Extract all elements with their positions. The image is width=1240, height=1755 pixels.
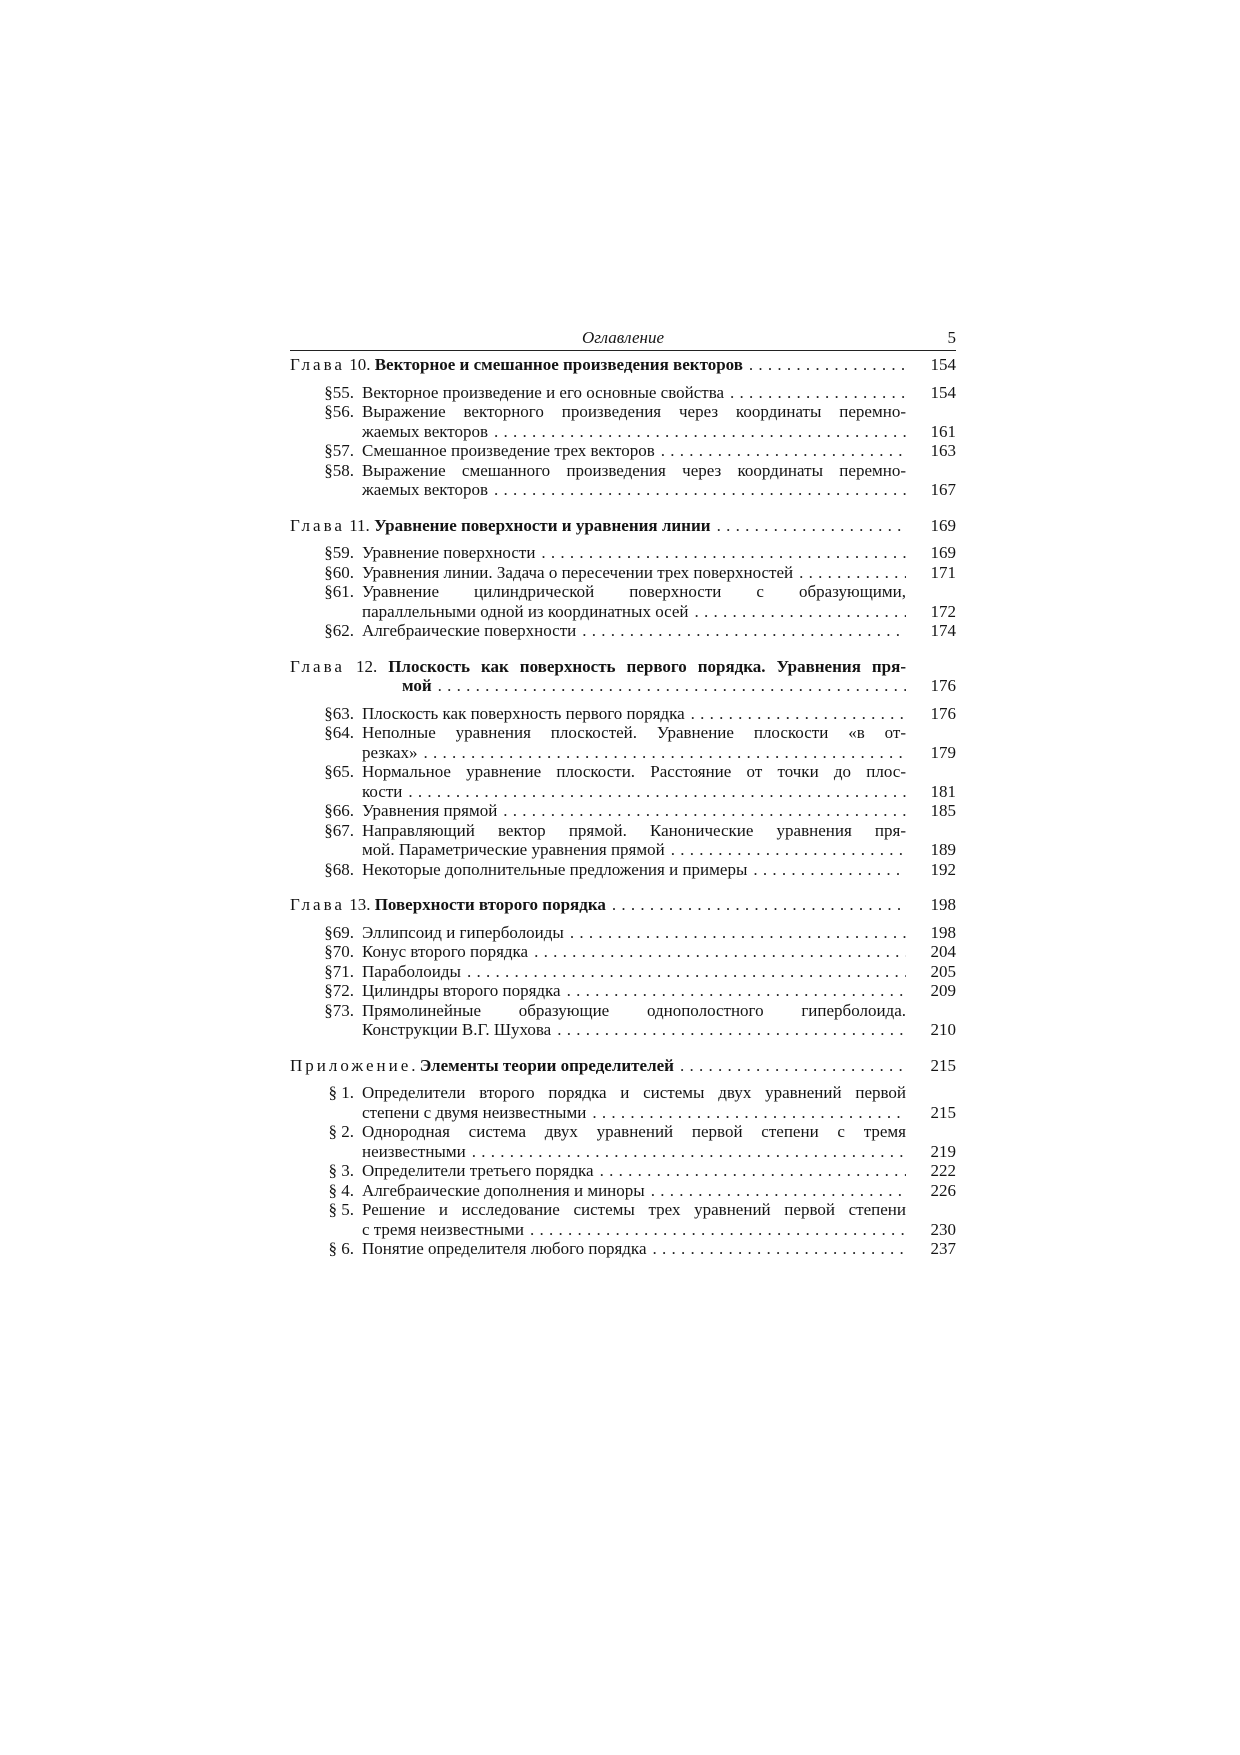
section-line [362,840,956,860]
section-line [362,821,956,841]
section-title: Прямолинейные образующие однополостного гиперболоида. [362,1000,906,1020]
section-line [362,480,956,500]
leader-dots [747,860,906,880]
section-title: Нормальное уравнение плоскости. Расстояние от точки до плос- [362,762,906,781]
section-title: Определители второго порядка и системы двух уравнений первой [362,1083,906,1102]
section-number: §71. [324,961,354,981]
section-body [362,441,956,461]
leader-dots [594,1161,906,1181]
section-entry [290,543,956,563]
chapter-heading [290,516,956,536]
section-number: § 5. [328,1200,354,1219]
section-line [362,942,956,962]
section-page-number: 226 [930,1180,956,1200]
section-entry [290,762,956,801]
chapter-page-number: 176 [930,676,956,695]
section-number: §62. [324,621,354,640]
section-number: §64. [324,723,354,742]
section-line [362,704,956,724]
section-line [362,461,956,481]
section-title: Уравнения линии. Задача о пересечении трех поверхностей [362,562,794,582]
section-line [362,1122,956,1142]
section-number: §68. [324,859,354,879]
section-page-number: 230 [930,1219,956,1239]
section-page-number: 167 [930,480,956,499]
section-title: жаемых векторов [362,421,489,441]
section-entry [290,1239,956,1259]
section-number: § 2. [328,1122,354,1141]
chapter-title-line [290,895,956,915]
section-body [362,821,956,860]
section-body [362,860,956,880]
section-title: Конструкции В.Г. Шухова [362,1020,552,1039]
section-page-number: 161 [930,421,956,441]
chapter-heading-body [290,1056,956,1076]
section-line [362,402,956,422]
section-list [290,1083,956,1259]
chapter-title: Уравнение поверхности и уравнения линии [374,515,711,535]
section-title: Параболоиды [362,961,461,981]
section-line [362,621,956,641]
leader-dots [645,1181,906,1201]
section-page-number: 172 [930,601,956,621]
section-entry [290,582,956,621]
section-line [362,602,956,622]
section-line [362,1181,956,1201]
section-line [362,762,956,782]
chapter-number: 10. [344,355,375,374]
section-line [362,1239,956,1259]
section-line [362,1142,956,1162]
section-entry [290,441,956,461]
section-body [362,981,956,1001]
chapter-page-number: 198 [930,895,956,914]
section-title: жаемых векторов [362,480,489,499]
section-number: §72. [324,981,354,1000]
section-number: § 1. [328,1083,354,1102]
section-entry [290,1200,956,1239]
section-title: Решение и исследование системы трех уравнений первой степени [362,1200,906,1219]
section-body [362,704,956,724]
leader-dots [488,480,906,500]
leader-dots [743,355,906,375]
section-body [362,1083,956,1122]
section-entry [290,1161,956,1181]
section-page-number: 205 [930,961,956,981]
leader-dots [586,1103,906,1123]
section-number: §65. [324,762,354,781]
chapter-page-number: 215 [930,1055,956,1075]
section-title: Определители третьего порядка [362,1161,594,1180]
leader-dots [655,441,906,461]
leader-dots [689,602,906,622]
leader-dots [461,962,906,982]
section-entry [290,981,956,1001]
section-line [362,981,956,1001]
section-number: §60. [324,562,354,582]
section-page-number: 176 [930,703,956,723]
section-line [362,422,956,442]
section-line [362,441,956,461]
section-page-number: 174 [930,621,956,640]
toc-page [290,328,956,1259]
section-number: §69. [324,922,354,942]
table-of-contents [290,355,956,1259]
chapter-label: Глава [290,656,345,676]
section-line [362,743,956,763]
section-title: Уравнение цилиндрической поверхности с образующими, [362,582,906,601]
chapter-heading [290,895,956,915]
section-entry [290,723,956,762]
section-number: §73. [324,1000,354,1020]
section-line [362,563,956,583]
leader-dots [665,840,906,860]
section-page-number: 237 [930,1239,956,1258]
section-page-number: 185 [930,801,956,820]
section-title: Смешанное произведение трех векторов [362,441,655,460]
section-title: Однородная система двух уравнений первой степени с тремя [362,1122,906,1141]
section-body [362,563,956,583]
chapter-title: Векторное и смешанное произведения векторов [374,355,743,374]
section-title: Понятие определителя любого порядка [362,1239,647,1258]
section-title: Направляющий вектор прямой. Канонические уравнения пря- [362,820,906,840]
leader-dots [402,782,906,802]
leader-dots [576,621,906,641]
header-title: Оглавление [581,328,665,347]
leader-dots [466,1142,906,1162]
section-number: § 4. [328,1180,354,1200]
section-page-number: 181 [930,781,956,801]
section-title: Векторное произведение и его основные свойства [362,382,725,402]
leader-dots [528,942,906,962]
section-page-number: 179 [930,742,956,762]
chapter-page-number: 169 [930,515,956,535]
chapter-title-line [290,1056,956,1076]
leader-dots [418,743,906,763]
section-line [362,1083,956,1103]
chapter-number: 11. [344,515,375,535]
section-body [362,582,956,621]
section-entry [290,402,956,441]
section-number: §66. [324,801,354,820]
section-title: Алгебраические дополнения и миноры [362,1180,645,1200]
section-list [290,383,956,500]
section-body [362,942,956,962]
section-line [362,782,956,802]
section-title: Неполные уравнения плоскостей. Уравнение плоскости «в от- [362,723,906,742]
section-line [362,1220,956,1240]
chapter-heading-body [290,657,956,696]
section-line [362,860,956,880]
section-page-number: 204 [930,942,956,961]
leader-dots [432,676,906,696]
section-title: Некоторые дополнительные предложения и примеры [362,859,748,879]
chapter-title: мой [402,676,432,695]
section-number: §59. [324,543,354,562]
section-number: §55. [324,382,354,402]
section-page-number: 154 [930,382,956,402]
section-number: §57. [324,441,354,460]
section-title: Уравнения прямой [362,801,498,820]
chapter-label: Приложение [290,1055,412,1075]
leader-dots [685,704,906,724]
section-title: Выражение векторного произведения через координаты перемно- [362,402,906,421]
section-body [362,1161,956,1181]
section-body [362,461,956,500]
section-line [362,543,956,563]
section-entry [290,821,956,860]
section-page-number: 189 [930,840,956,859]
section-line [362,962,956,982]
section-line [362,1161,956,1181]
section-page-number: 169 [930,543,956,562]
leader-dots [551,1020,906,1040]
section-entry [290,801,956,821]
section-number: § 3. [328,1161,354,1180]
section-entry [290,461,956,500]
section-list [290,543,956,641]
leader-dots [606,895,906,915]
chapter-heading [290,1056,956,1076]
section-entry [290,1001,956,1040]
section-number: §63. [324,703,354,723]
leader-dots [524,1220,906,1240]
section-entry [290,383,956,403]
section-page-number: 222 [930,1161,956,1180]
section-line [362,723,956,743]
section-number: §61. [324,582,354,601]
chapter-heading [290,355,956,375]
section-body [362,1239,956,1259]
section-title: Конус второго порядка [362,942,529,961]
section-body [362,383,956,403]
section-title: параллельными одной из координатных осей [362,601,689,621]
section-number: §56. [324,402,354,421]
leader-dots [561,981,906,1001]
leader-dots [674,1056,906,1076]
leader-dots [535,543,906,563]
section-page-number: 163 [930,441,956,460]
section-body [362,923,956,943]
leader-dots [711,516,906,536]
section-page-number: 210 [930,1020,956,1039]
section-line [362,1103,956,1123]
section-page-number: 215 [930,1102,956,1122]
section-body [362,402,956,441]
section-title: Плоскость как поверхность первого порядка [362,703,685,723]
section-title: с тремя неизвестными [362,1219,525,1239]
leader-dots [793,563,906,583]
section-body [362,1122,956,1161]
section-page-number: 209 [930,981,956,1000]
section-title: мой. Параметрические уравнения прямой [362,840,665,859]
section-body [362,1200,956,1239]
section-entry [290,563,956,583]
chapter-title: Элементы теории определителей [419,1055,674,1075]
chapter-label: Глава [290,355,345,374]
section-list [290,923,956,1040]
section-entry [290,942,956,962]
section-line [362,1020,956,1040]
section-body [362,1001,956,1040]
section-number: §58. [324,460,354,480]
section-entry [290,860,956,880]
section-line [362,801,956,821]
section-body [362,801,956,821]
chapter-title-line [290,676,956,696]
section-line [362,582,956,602]
section-line [362,383,956,403]
section-entry [290,1083,956,1122]
running-header [290,328,956,351]
section-line [362,923,956,943]
section-number: §70. [324,942,354,961]
chapter-number: . [411,1055,420,1075]
section-title: Выражение смешанного произведения через координаты перемно- [362,460,906,480]
section-body [362,962,956,982]
chapter-title-line [290,657,956,677]
section-line [362,1200,956,1220]
section-entry [290,1122,956,1161]
section-title: неизвестными [362,1141,466,1161]
chapter-heading-body [290,355,956,375]
leader-dots [488,422,906,442]
chapter-label: Глава [290,895,345,914]
chapter-heading-body [290,895,956,915]
section-body [362,543,956,563]
leader-dots [564,923,906,943]
section-entry [290,704,956,724]
section-page-number: 192 [930,859,956,879]
header-page-number: 5 [947,328,956,347]
section-page-number: 171 [930,562,956,582]
section-entry [290,923,956,943]
section-number: §67. [324,820,354,840]
section-page-number: 219 [930,1141,956,1161]
chapter-title-line [290,355,956,375]
section-number: § 6. [328,1239,354,1258]
chapter-heading [290,657,956,696]
section-entry [290,1181,956,1201]
section-body [362,723,956,762]
leader-dots [646,1239,906,1259]
chapter-number: 12. [344,656,389,676]
chapter-label: Глава [290,515,345,535]
section-page-number: 198 [930,922,956,942]
section-title: Алгебраические поверхности [362,621,577,640]
section-body [362,1181,956,1201]
section-list [290,704,956,880]
chapter-title-line [290,516,956,536]
section-body [362,762,956,801]
leader-dots [497,801,906,821]
section-body [362,621,956,641]
chapter-heading-body [290,516,956,536]
chapter-page-number: 154 [930,355,956,374]
section-entry [290,962,956,982]
chapter-title: Поверхности второго порядка [374,895,606,914]
section-title: кости [362,781,403,801]
section-title: Эллипсоид и гиперболоиды [362,922,564,942]
section-title: Уравнение поверхности [362,543,536,562]
chapter-number: 13. [344,895,375,914]
chapter-title: Плоскость как поверхность первого порядка. Уравнения пря- [388,656,906,676]
section-line [362,1001,956,1021]
section-title: резках» [362,742,418,762]
leader-dots [724,383,906,403]
section-title: Цилиндры второго порядка [362,981,561,1000]
section-title: степени с двумя неизвестными [362,1102,587,1122]
section-entry [290,621,956,641]
